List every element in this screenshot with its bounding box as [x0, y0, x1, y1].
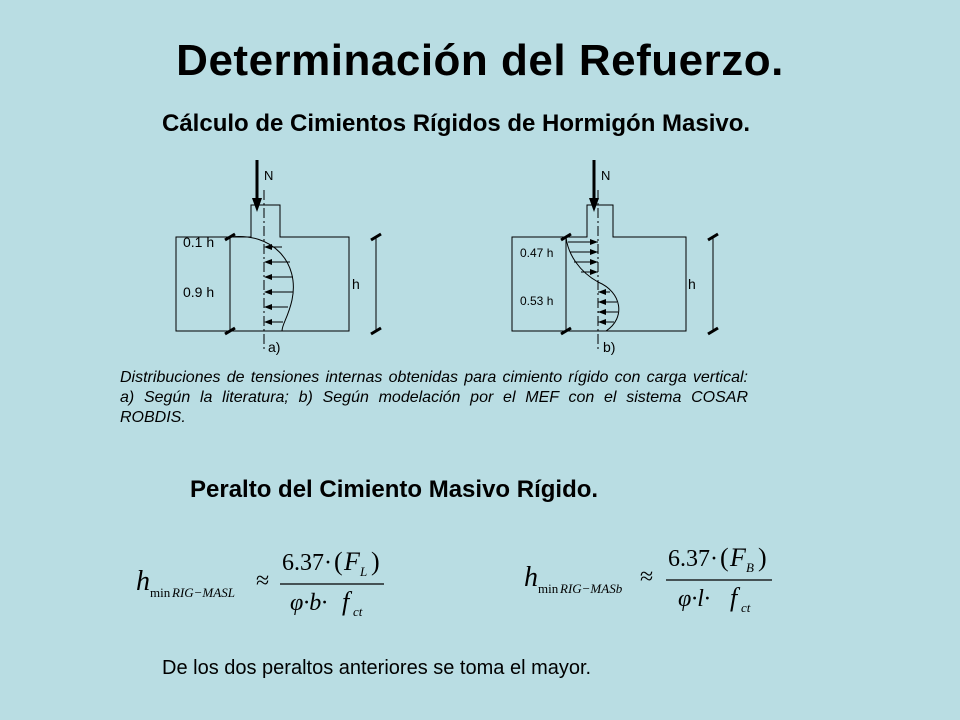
- formula-1-rparen: ): [371, 547, 380, 576]
- formula-2-den-sub: ct: [741, 600, 751, 615]
- bottom-zone-label-a: 0.9 h: [183, 284, 215, 300]
- footer-note: De los dos peraltos anteriores se toma el mayor.: [162, 657, 592, 679]
- formula-1-approx: ≈: [256, 568, 270, 594]
- height-label-b: h: [688, 276, 696, 292]
- formula-1-sub: RIG−MASL: [172, 585, 235, 600]
- diagram-tag-a: a): [268, 339, 281, 355]
- formula-1-force-sub: L: [360, 564, 368, 579]
- formula-2-den-a: φ·l·: [678, 586, 710, 612]
- formula-2-coef: 6.37·: [668, 546, 718, 572]
- load-label-a: N: [264, 168, 274, 183]
- formula-2-sub: RIG−MASb: [560, 581, 623, 596]
- diagram-tag-b: b): [603, 339, 616, 355]
- formula-1-coef: 6.37·: [282, 550, 332, 576]
- formula-1-den-f: f: [342, 587, 350, 616]
- formula-1-lhs: h: [136, 566, 150, 597]
- formula-1-den-sub: ct: [353, 604, 363, 619]
- load-label-b: N: [601, 168, 611, 183]
- formula-2-approx: ≈: [640, 564, 654, 590]
- top-zone-label-b: 0.47 h: [520, 246, 554, 260]
- height-label-a: h: [352, 276, 360, 292]
- formula-1-sub-min: min: [150, 585, 171, 600]
- figure-caption: Distribuciones de tensiones internas obtenidas para cimiento rígido con carga vertical: a) Según la literatura; b) Según modelación por el MEF con el sistema COSAR ROBDIS.: [120, 369, 748, 426]
- formula-2-force: F: [730, 543, 746, 572]
- top-zone-label-a: 0.1 h: [183, 234, 215, 250]
- formula-2-rparen: ): [758, 543, 767, 572]
- formula-2-force-sub: B: [746, 560, 754, 575]
- formula-2-sub-min: min: [538, 581, 559, 596]
- formula-1-den-a: φ·b·: [290, 590, 328, 616]
- formula-2-den-f: f: [730, 583, 738, 612]
- formula-2-lparen: (: [720, 543, 729, 572]
- section-heading: Peralto del Cimiento Masivo Rígido.: [190, 476, 599, 503]
- page-title: Determinación del Refuerzo.: [176, 36, 784, 85]
- bottom-zone-label-b: 0.53 h: [520, 294, 554, 308]
- page-subtitle: Cálculo de Cimientos Rígidos de Hormigón Masivo.: [162, 110, 751, 137]
- formula-2-lhs: h: [524, 562, 538, 593]
- formula-1-lparen: (: [334, 547, 343, 576]
- formula-1-force: F: [344, 547, 360, 576]
